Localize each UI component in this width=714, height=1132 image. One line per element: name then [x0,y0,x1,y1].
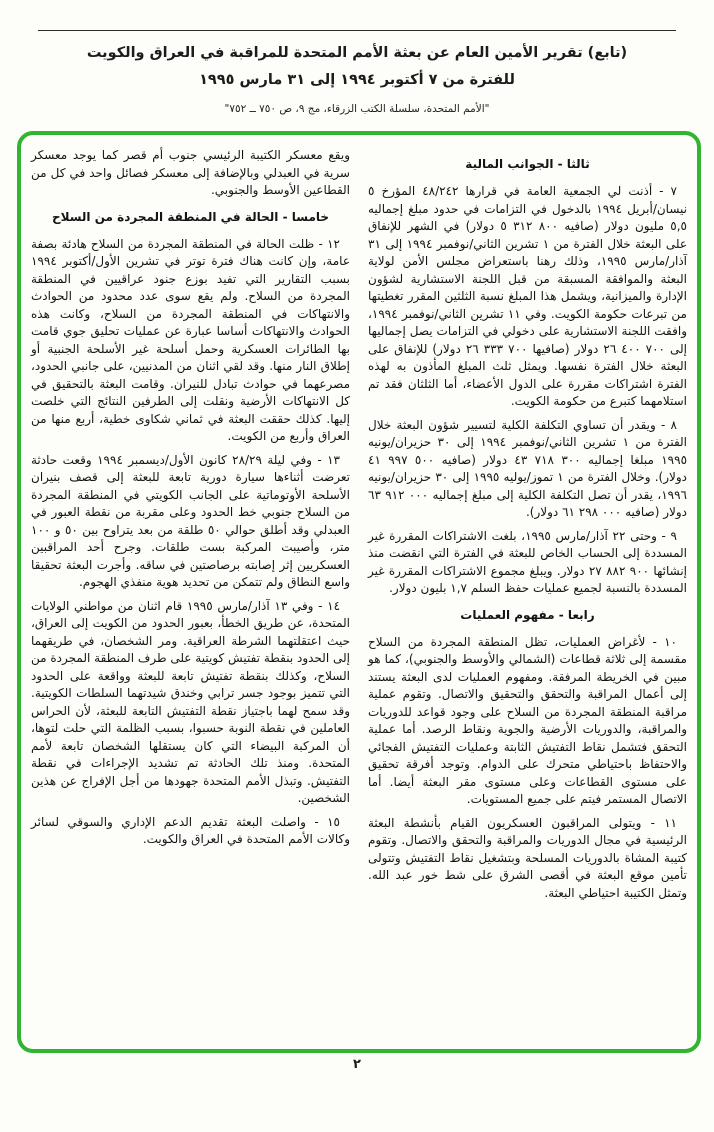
header-divider-rule [38,30,676,31]
paragraph-7: ٧ - أذنت لي الجمعية العامة في قرارها ٤٨/٢٤٢ المؤرخ ٥ نيسان/أبريل ١٩٩٤ بالدخول في التزامات في حدود مبلغ إجماليه ٥,٥ مليون دولار (صافيه ٥ ٣١٢ ٨٠٠ دولار) في الشهر للإنفاق على البعثة خلال الفترة من ١ تشرين الثاني/نوفمبر ١٩٩٤ إلى ٣١ آذار/مارس ١٩٩٥، وذلك رهنا باستعراض مجلس الأمن لولاية البعثة والموافقة المسبقة من قبل اللجنة الاستشارية لشؤون الإدارة والميزانية، ويشمل هذا المبلغ نسبة الثلثين المقرر تغطيتها من تبرعات حكومة الكويت. وفي ١١ تشرين الثاني/نوفمبر ١٩٩٤، وافقت اللجنة الاستشارية على دخولي في التزامات يصل إجماليها إلى ٢٦ ٤٠٠ ٧٠٠ دولار (صافيها ٢٦ ٣٣٣ ٧٠٠ دولار) للإنفاق على البعثة خلال الفترة نفسها. ويمثل ثلث المبلغ المأذون به لهذه الفترة اشتراكات مقررة على الدول الأعضاء، أما الثلثان فقد تم استلامهما كتبرع من حكومة الكويت. [368,184,688,408]
left-column [31,147,350,1039]
paragraph-14: ١٤ - وفي ١٣ آذار/مارس ١٩٩٥ قام اثنان من مواطني الولايات المتحدة، عن طريق الخطأ، بعبور الحدود من الكويت إلى العراق، حيث اعتقلتهما الشرطة العراقية. ومر الشخصان، في طريقهما إلى الحدود بنقطة تفتيش كويتية على طرف المنطقة المجردة من السلاح، وكذلك بنقطة تفتيش تابعة للبعثة وواقعة على الحدود التي تتميز بوجود جسر ترابي وخندق شيدتهما السلطات الكويتية. وقد سمح لهما باجتياز نقطة التفتيش التابعة للبعثة، لأن الحراس العاملين في نقطة النوبة حسبوا، بسبب الظلمة التي حلت لتوها، أن المركبة البيضاء التي كان يستقلها الشخصان تابعة لأمم المتحدة. ومنذ تلك الحادثة تم تشديد الإجراءات في نقطة التفتيش. وتبذل الأمم المتحدة جهودها من أجل الإفراج عن هذين الشخصين. [31,598,350,805]
document-source-citation: "الأمم المتحدة، سلسلة الكتب الزرقاء، مج ٩، ص ٧٥٠ ــ ٧٥٢" [224,103,490,115]
paragraph-15: ١٥ - واصلت البعثة تقديم الدعم الإداري والسوقي لسائر وكالات الأمم المتحدة في العراق والكويت. [31,814,350,846]
paragraph-13: ١٣ - وفي ليلة ٢٨/٢٩ كانون الأول/ديسمبر ١٩٩٤ وقعت حادثة تعرضت أثناءها سيارة دورية تابعة للبعثة إلى قصف بنيران الأسلحة الأوتوماتية على الجانب الكويتي في المنطقة المجردة من السلاح جنوبي خط الحدود وعلى مقربة من نقطة العبور في العبدلي وقد أطلق حوالي ٥٠ طلقة من بعد يتراوح بين ٥٠ و ١٠٠ متر، وأصيبت المركبة بست طلقات. وجرح أحد المراقبين العسكريين إثر إصابته برصاصتين في ساقه. وأجرت البعثة تحقيقا واسع النطاق ولم تتمكن من تحديد هوية منفذي الهجوم. [31,452,350,589]
paragraph-12: ١٢ - ظلت الحالة في المنطقة المجردة من السلاح هادئة بصفة عامة، وإن كانت هناك فترة توتر في تشرين الأول/أكتوبر ١٩٩٤ بسبب التقارير التي تفيد بوزع جنود عراقيين في المنطقة المجردة من السلاح. ولم يقع سوى عدد محدود من الحوادث والانتهاكات في المنطقة المجردة من السلاح، وكانت هذه الحوادث والانتهاكات أساسا عبارة عن عمليات تحليق جوي قامت بها الطائرات العسكرية وحمل أسلحة غير الأسلحة الجنبية أو إطلاق النار منها. وقد لقي اثنان من المدنيين، على جانبي الحدود، مصرعهما في حوادث تبادل للنيران. وقامت البعثة بالتحقيق في كل الانتهاكات الأرضية ونقلت إلى الطرفين النتائج التي خلصت إليها. كذلك حققت البعثة في ثماني شكاوى خطية، أربع منها من العراق وأربع من الكويت. [31,236,350,443]
document-header [0,40,714,115]
section-heading-situation-dmz: خامسا - الحالة في المنطقة المجردة من السلاح [51,209,330,224]
document-title-line2: للفترة من ٧ أكتوبر ١٩٩٤ إلى ٣١ مارس ١٩٩٥ [199,72,515,88]
document-title-line1: (تابع) تقرير الأمين العام عن بعثة الأمم المتحدة للمراقبة في العراق والكويت [86,45,628,61]
paragraph-11: ١١ - ويتولى المراقبون العسكريون القيام بأنشطة البعثة الرئيسية في مجال الدوريات والمراقبة والتحقق والاتصال. وتقوم كتيبة المشاة بالدوريات المسلحة وبتشغيل نقاط التفتيش وتتولى تأمين موقع البعثة في أقصى الشرق على شط خور عبد الله. وتمثل الكتيبة احتياطي البعثة. [368,815,687,900]
two-column-layout [31,147,687,1039]
section-heading-concept-of-operations: رابعا - مفهوم العمليات [460,607,595,622]
content-border-box [17,131,701,1053]
page-number: ٢ [353,1057,361,1072]
paragraph-8: ٨ - ويقدر أن تساوي التكلفة الكلية لتسيير شؤون البعثة خلال الفترة من ١ تشرين الثاني/نوفمبر ١٩٩٤ إلى ٣٠ حزيران/يونيه ١٩٩٥ مبلغا إجماليه ٤٣ ٧١٨ ٣٠٠ دولار (صافيه ٤١ ٩٩٧ ٥٠٠ دولار). وخلال الفترة من ١ تموز/يوليه ١٩٩٥ إلى ٣٠ حزيران/يونيه ١٩٩٦، يقدر أن تصل التكلفة الكلية إلى مبلغ إجماليه ٦٣ ٩١٢ ٠٠٠ دولار (صافيه ٦١ ٢٩٨ ٠٠٠ دولار). [368,417,688,519]
section-heading-financial-aspects: ثالثا - الجوانب المالية [465,157,590,171]
paragraph-11-continuation: ويقع معسكر الكتيبة الرئيسي جنوب أم قصر كما يوجد معسكر سرية في العبدلي وبالإضافة إلى معسكر فصائل واحد في كل من القطاعين الأوسط والجنوبي. [31,148,350,197]
right-column [368,147,687,1039]
paragraph-10: ١٠ - لأغراض العمليات، تظل المنطقة المجردة من السلاح مقسمة إلى ثلاثة قطاعات (الشمالي والأوسط والجنوبي)، كما هو مبين في الخريطة المرفقة. ومفهوم العمليات لدى البعثة يستند إلى أعمال المراقبة والتحقق والتحقيق والاتصال. وتقوم عملية مراقبة المنطقة المجردة من السلاح على وجود قواعد للدوريات والمراقبة، والدوريات الأرضية والجوية ونقاط الرصد. أما عملية التحقق فتشمل نقاط التفتيش الثابتة وعمليات التفتيش الفجائي والاحتفاظ باحتياطي متحرك على الدوام. وتوجد أفرقة تحقيق على مستوى القطاعات وعلى مستوى مقر البعثة أيضا. أما الاتصال المستمر فيتم على جميع المستويات. [368,634,687,806]
paragraph-9: ٩ - وحتى ٢٢ آذار/مارس ١٩٩٥، بلغت الاشتراكات المقررة غير المسددة إلى الحساب الخاص للبعثة في الفترة التي انقضت منذ إنشائها ٢٧ ٨٨٢ ٩٠٠ دولار. ويبلغ مجموع الاشتراكات المقررة غير المسددة بالنسبة لجميع عمليات حفظ السلم ١,٧ بليون دولار. [368,528,687,595]
